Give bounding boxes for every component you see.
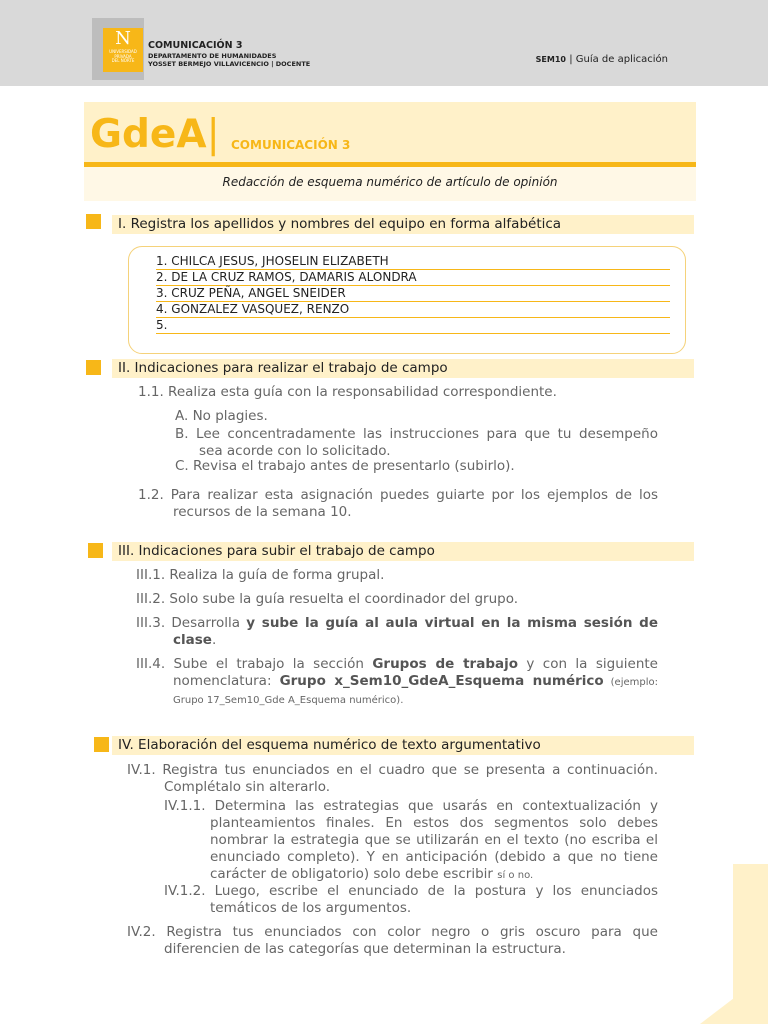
item-iii-4: III.4. Sube el trabajo la sección Grupos de trabajo y con la siguiente nomenclatura: Grupo x_Sem10_GdeA_Esquema numérico (ejemplo: Grupo 17_Sem10_Gde A_Esquema numérico). (136, 656, 658, 706)
section-bullet-icon (94, 737, 109, 752)
team-member-4: 4. GONZALEZ VASQUEZ, RENZO (156, 302, 670, 318)
item-iv-1: IV.1. Registra tus enunciados en el cuadro que se presenta a continuación. Complétalo sin alterarlo. (127, 762, 658, 795)
section-bullet-icon (88, 543, 103, 558)
team-member-5: 5. (156, 318, 670, 334)
page-subtitle: Redacción de esquema numérico de artículo de opinión (222, 175, 558, 189)
item-iii-1: III.1. Realiza la guía de forma grupal. (136, 567, 385, 583)
item-iii-3: III.3. Desarrolla y sube la guía al aula virtual en la misma sesión de clase. (136, 615, 658, 648)
team-member-2: 2. DE LA CRUZ RAMOS, DAMARIS ALONDRA (156, 270, 670, 286)
item-b: B. Lee concentradamente las instrucciones para que tu desempeño sea acorde con lo solicitado. (175, 426, 658, 459)
page-corner-fold (700, 972, 768, 1024)
header-teacher: YOSSET BERMEJO VILLAVICENCIO | DOCENTE (148, 60, 311, 68)
section-title-1: I. Registra los apellidos y nombres del equipo en forma alfabética (118, 216, 562, 232)
section-title-4: IV. Elaboración del esquema numérico de texto argumentativo (118, 737, 541, 753)
team-member-1: 1. CHILCA JESUS, JHOSELIN ELIZABETH (156, 254, 670, 270)
section-bullet-icon (86, 214, 101, 229)
header-guide (536, 54, 668, 65)
section-title-2: II. Indicaciones para realizar el trabajo de campo (118, 360, 448, 376)
guide-label: Guía de aplicación (575, 54, 668, 65)
item-1-2: 1.2. Para realizar esta asignación puedes guiarte por los ejemplos de los recursos de la semana 10. (138, 487, 658, 520)
header-course: COMUNICACIÓN 3 (148, 40, 243, 51)
banner-course: COMUNICACIÓN 3 (231, 138, 351, 152)
header-separator: | (569, 54, 573, 65)
item-a: A. No plagies. (175, 408, 268, 424)
banner-title: GdeA| (90, 112, 220, 157)
item-c: C. Revisa el trabajo antes de presentarlo (subirlo). (175, 458, 515, 474)
section-bullet-icon (86, 360, 101, 375)
item-iv-1-2: IV.1.2. Luego, escribe el enunciado de la postura y los enunciados temáticos de los argumentos. (164, 883, 658, 916)
session-label: SEM10 (535, 55, 566, 64)
item-iv-2: IV.2. Registra tus enunciados con color negro o gris oscuro para que diferencien de las categorías que determinan la estructura. (127, 924, 658, 957)
team-member-3: 3. CRUZ PEÑA, ANGEL SNEIDER (156, 286, 670, 302)
header-department: DEPARTAMENTO DE HUMANIDADES (148, 52, 277, 60)
item-iii-2: III.2. Solo sube la guía resuelta el coordinador del grupo. (136, 591, 519, 607)
section-title-3: III. Indicaciones para subir el trabajo de campo (118, 543, 435, 559)
item-iv-1-1: IV.1.1. Determina las estrategias que usarás en contextualización y planteamientos finales. En estos dos segmentos solo debes nombrar la estrategia que se utilizarán en el texto (no escriba el enunciado completo). Y en anticipación (debido a que no tiene carácter de obligatorio) solo debe escribir sí o no. (164, 798, 658, 882)
university-logo: N UNIVERSIDAD PRIVADA DEL NORTE (103, 28, 143, 72)
item-1-1: 1.1. Realiza esta guía con la responsabilidad correspondiente. (138, 384, 557, 400)
